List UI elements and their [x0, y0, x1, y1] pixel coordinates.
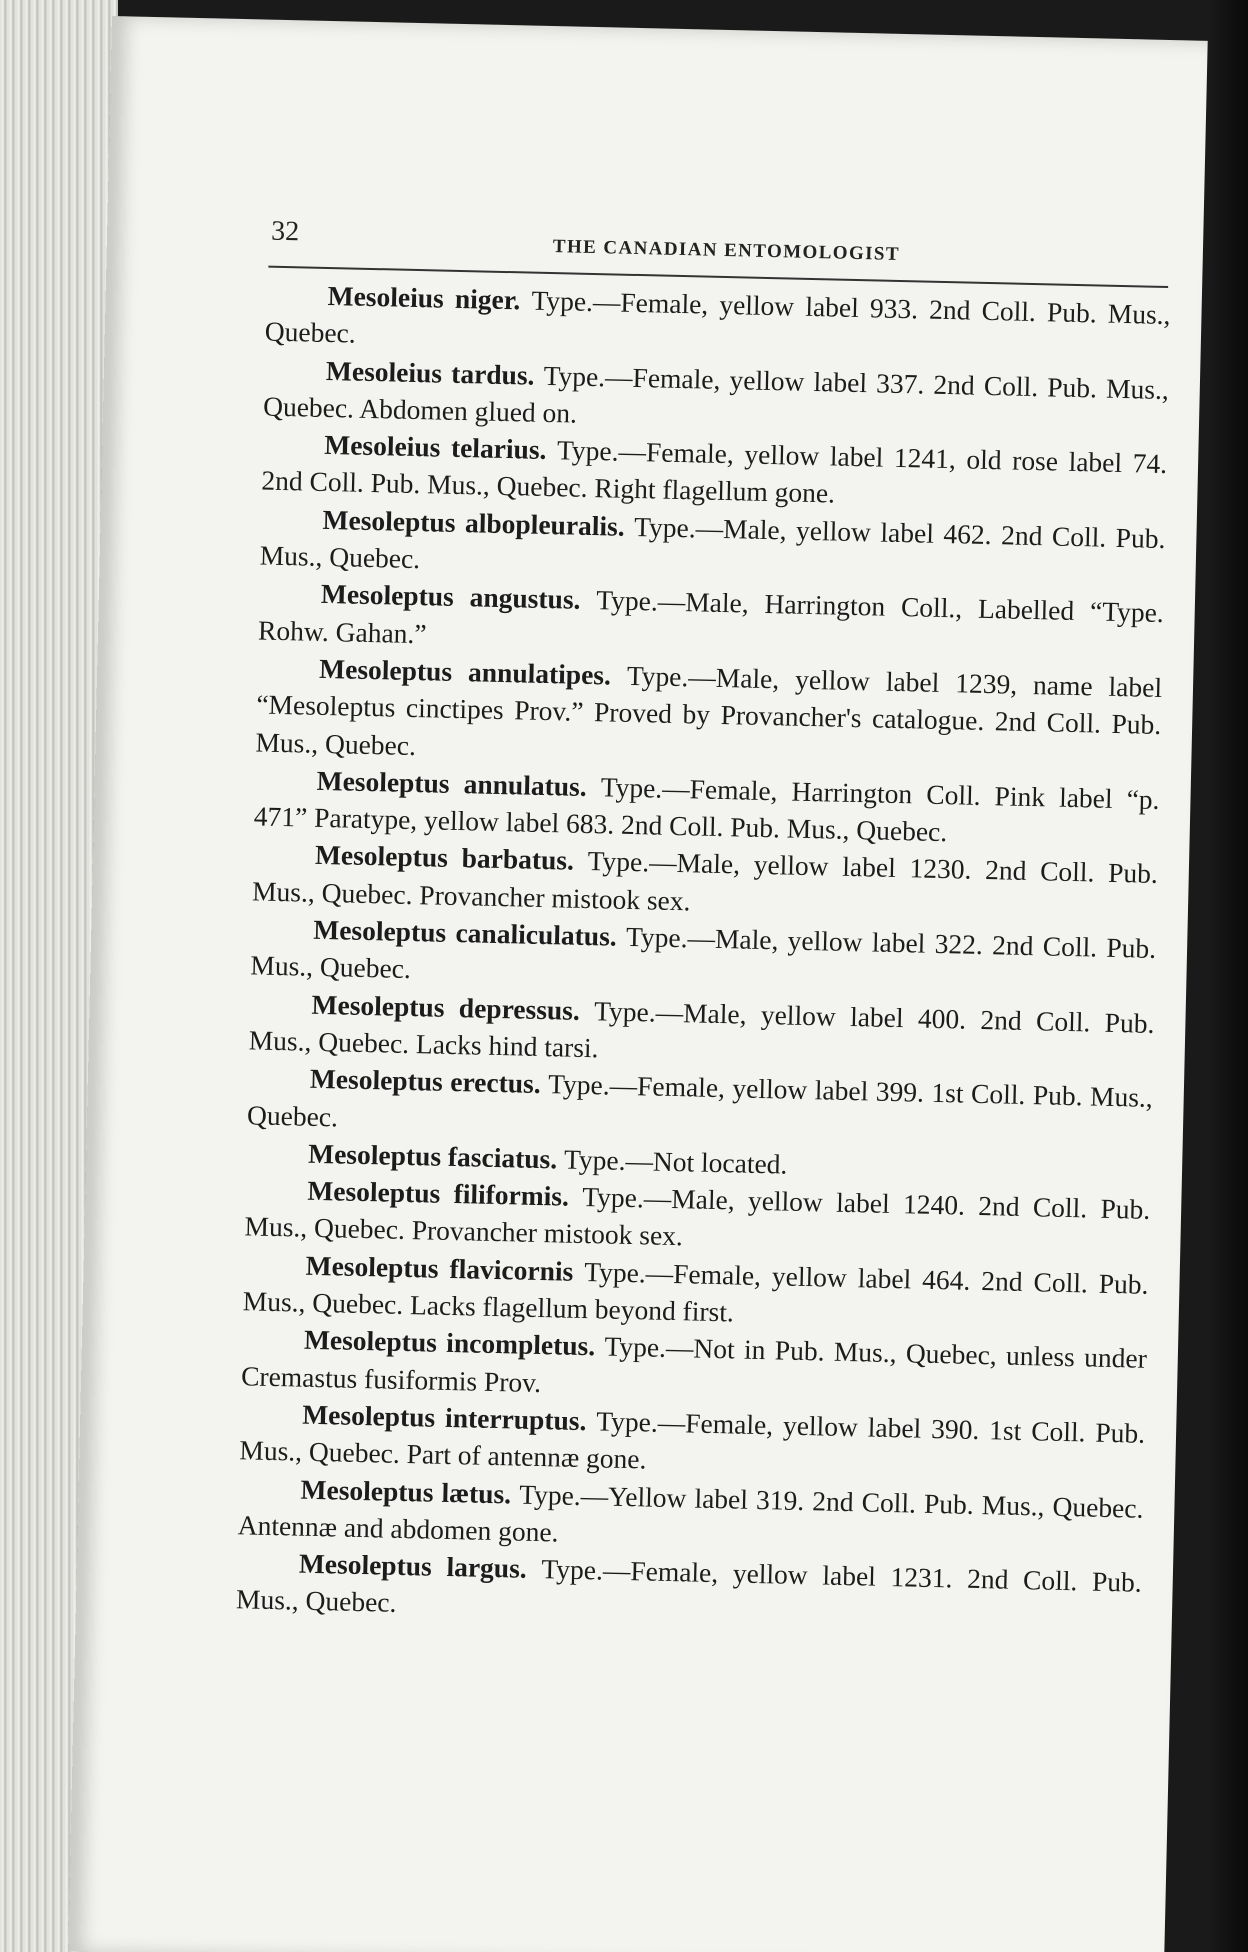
- species-description: Type.—Female, yellow label 390. 1st Coll. Pub. Mus., Quebec. Part of antennæ gone.: [239, 1405, 1146, 1475]
- species-description: Type.—Male, yellow label 462. 2nd Coll. Pub. Mus., Quebec.: [259, 510, 1166, 575]
- species-description: Type.—Not located.: [563, 1143, 788, 1180]
- species-description: Type.—Male, yellow label 1239, name label “Mesoleptus cinctipes Prov.” Proved by Provancher's catalogue. 2nd Coll. Pub. Mus., Quebec.: [255, 659, 1163, 761]
- species-name: Mesoleius telarius.: [323, 429, 547, 466]
- species-description: Type.—Male, Harrington Coll., Labelled “Type. Rohw. Gahan.”: [257, 584, 1165, 649]
- species-description: Type.—Male, yellow label 1240. 2nd Coll. Pub. Mus., Quebec. Provancher mistook sex.: [244, 1181, 1151, 1252]
- entry-list: [236, 276, 1171, 1639]
- species-name: Mesoleptus annulatipes.: [318, 652, 612, 691]
- species-description: Type.—Female, yellow label 1231. 2nd Coll. Pub. Mus., Quebec.: [235, 1553, 1143, 1619]
- species-description: Type.—Male, yellow label 322. 2nd Coll. Pub. Mus., Quebec.: [250, 920, 1157, 985]
- species-description: Type.—Female, yellow label 337. 2nd Coll. Pub. Mus., Quebec. Abdomen glued on.: [262, 359, 1170, 429]
- species-description: Type.—Female, Harrington Coll. Pink label “p. 471” Paratype, yellow label 683. 2nd Coll. Pub. Mus., Quebec.: [253, 771, 1160, 848]
- species-name: Mesoleius tardus.: [325, 354, 535, 391]
- species-name: Mesoleptus canaliculatus.: [312, 913, 618, 952]
- species-name: Mesoleptus flavicornis: [305, 1249, 574, 1287]
- species-description: Type.—Female, yellow label 399. 1st Coll. Pub. Mus., Quebec.: [246, 1068, 1154, 1132]
- species-name: Mesoleptus largus.: [298, 1547, 528, 1584]
- species-description: Type.—Female, yellow label 464. 2nd Coll. Pub. Mus., Quebec. Lacks flagellum beyond first.: [242, 1255, 1149, 1328]
- species-description: Type.—Male, yellow label 1230. 2nd Coll. Pub. Mus., Quebec. Provancher mistook sex.: [251, 845, 1159, 917]
- running-head: THE CANADIAN ENTOMOLOGIST: [552, 236, 901, 265]
- species-description: Type.—Female, yellow label 933. 2nd Coll. Pub. Mus., Quebec.: [264, 284, 1171, 349]
- species-entry: [255, 648, 1162, 780]
- species-name: Mesoleptus interruptus.: [301, 1398, 587, 1437]
- species-name: Mesoleptus depressus.: [311, 988, 581, 1026]
- species-name: Mesoleptus incompletus.: [303, 1324, 596, 1362]
- binding-shadow: [1208, 0, 1248, 1952]
- species-description: Type.—Female, yellow label 1241, old rose label 74. 2nd Coll. Pub. Mus., Quebec. Right flagellum gone.: [261, 434, 1168, 510]
- species-name: Mesoleptus fasciatus.: [307, 1137, 558, 1175]
- page-number: 32: [270, 215, 300, 248]
- species-name: Mesoleius niger.: [327, 279, 521, 316]
- species-name: Mesoleptus filiformis.: [307, 1174, 570, 1212]
- species-name: Mesoleptus lætus.: [300, 1473, 512, 1509]
- species-name: Mesoleptus erectus.: [309, 1063, 542, 1100]
- species-description: Type.—Yellow label 319. 2nd Coll. Pub. Mus., Quebec. Antennæ and abdomen gone.: [237, 1478, 1144, 1548]
- species-name: Mesoleptus annulatus.: [316, 764, 588, 802]
- page-leaf: [68, 16, 1208, 1952]
- species-name: Mesoleptus angustus.: [320, 578, 581, 616]
- species-description: Type.—Male, yellow label 400. 2nd Coll. Pub. Mus., Quebec. Lacks hind tarsi.: [248, 994, 1155, 1064]
- species-name: Mesoleptus albopleuralis.: [322, 503, 626, 542]
- species-description: Type.—Not in Pub. Mus., Quebec, unless under Cremastus fusiformis Prov.: [240, 1330, 1148, 1398]
- species-name: Mesoleptus barbatus.: [314, 839, 575, 877]
- page-header: [271, 216, 1172, 276]
